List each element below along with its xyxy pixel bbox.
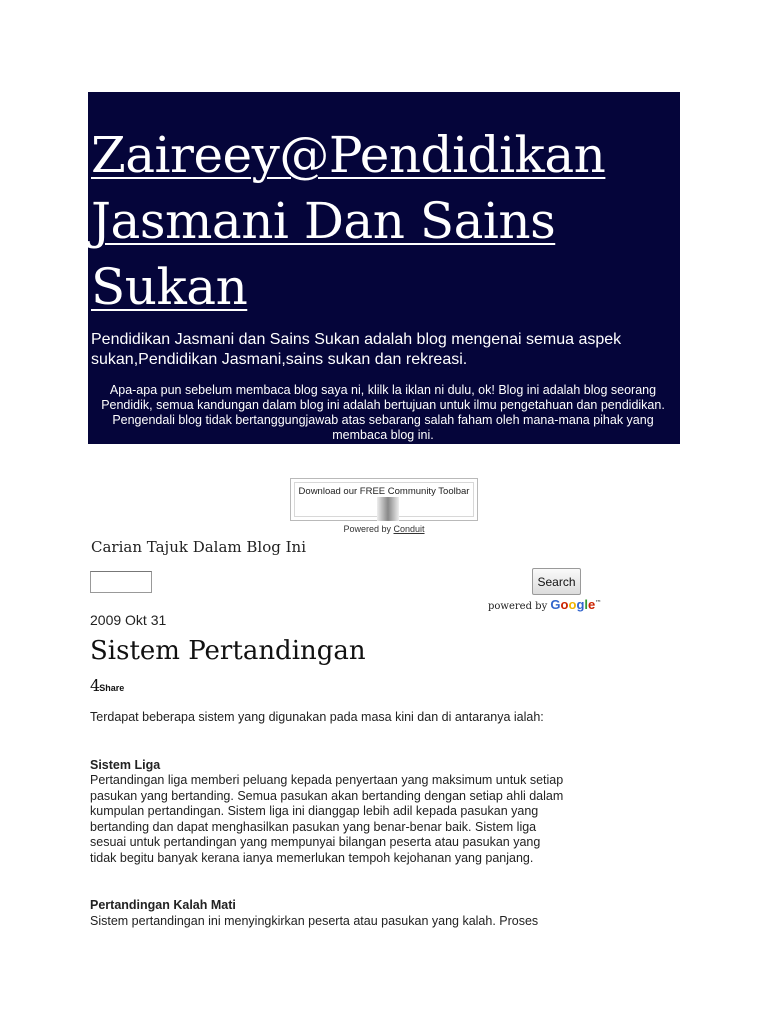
post-date: 2009 Okt 31: [90, 612, 167, 628]
powered-by-conduit: [290, 524, 478, 534]
powered-by-google: [488, 597, 601, 612]
powered-by-google-label: powered by: [488, 601, 548, 612]
toolbar-download-icon: [377, 497, 399, 521]
community-toolbar-banner[interactable]: [290, 478, 478, 521]
search-heading: Carian Tajuk Dalam Blog Ini: [91, 538, 307, 556]
share-count: 4: [90, 676, 100, 695]
section-heading-kalah-mati: Pertandingan Kalah Mati: [90, 898, 236, 912]
toolbar-banner-label: Download our FREE Community Toolbar: [298, 486, 470, 497]
blog-description: Pendidikan Jasmani dan Sains Sukan adalah blog mengenai semua aspek sukan,Pendidikan Jasmani,sains sukan dan rekreasi.: [91, 331, 622, 368]
blog-header: [88, 92, 680, 444]
section-heading-sistem-liga: Sistem Liga: [90, 758, 161, 772]
google-trademark: ™: [595, 599, 602, 607]
powered-by-label: Powered by: [343, 524, 391, 534]
share-widget[interactable]: [90, 676, 124, 695]
blog-title-link[interactable]: Zaireey@Pendidikan Jasmani Dan Sains Sukan: [91, 126, 606, 316]
toolbar-banner-frame: [294, 482, 474, 517]
section-text-sistem-liga: Pertandingan liga memberi peluang kepada penyertaan yang maksimum untuk setiap pasukan yang bertanding. Semua pasukan akan bertanding dengan setiap ahli dalam kumpulan pertandingan. Sistem liga ini dianggap lebih adil kepada pasukan yang bertanding dan dapat menghasilkan pasukan yang benar-benar baik. Sistem liga sesuai untuk pertandingan yang mempunyai bilangan peserta atau pasukan yang tidak begitu banyak kerana ianya memerlukan tempoh kejohanan yang panjang.: [90, 773, 564, 865]
google-logo: Google: [550, 597, 596, 612]
conduit-link[interactable]: Conduit: [393, 524, 425, 534]
share-label[interactable]: Share: [99, 683, 125, 693]
search-button[interactable]: Search: [532, 568, 581, 595]
section-text-kalah-mati: Sistem pertandingan ini menyingkirkan peserta atau pasukan yang kalah. Proses: [90, 914, 539, 928]
search-input[interactable]: [90, 571, 152, 593]
blog-notice: Apa-apa pun sebelum membaca blog saya ni, klilk la iklan ni dulu, ok! Blog ini adalah blog seorang Pendidik, semua kandungan dalam blog ini adalah bertujuan untuk ilmu pengetahuan dan pendidikan. Pengendali blog tidak bertanggungjawab atas sebarang salah faham oleh mana-mana pihak yang membaca blog ini.: [101, 383, 665, 442]
post-intro: Terdapat beberapa sistem yang digunakan pada masa kini dan di antaranya ialah:: [90, 710, 544, 724]
post-title[interactable]: Sistem Pertandingan: [90, 636, 366, 666]
